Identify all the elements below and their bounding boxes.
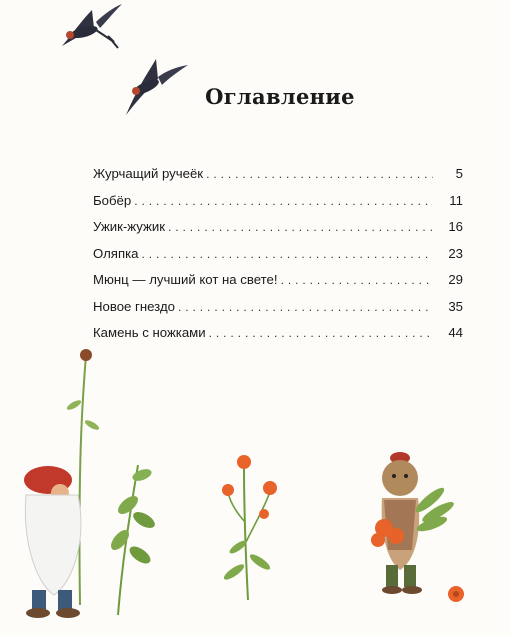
toc-entry-page: 23: [448, 245, 463, 261]
toc-entry-page: 35: [448, 298, 463, 314]
toc-entry-title: Камень с ножками: [93, 325, 206, 340]
gnome-with-bouquet-illustration: [360, 440, 480, 610]
table-of-contents: [93, 166, 463, 352]
toc-entry: [93, 219, 463, 246]
toc-dot-leader: [178, 299, 433, 315]
toc-entry-page: 5: [455, 166, 463, 181]
toc-entry: [93, 193, 463, 220]
toc-entry-title: Бобёр: [93, 192, 132, 208]
swallow-illustration-top: [52, 2, 132, 62]
toc-entry-title: Оляпка: [93, 245, 139, 261]
toc-entry-page: 11: [449, 192, 463, 208]
toc-entry: [93, 246, 463, 273]
toc-dot-leader: [206, 166, 433, 182]
toc-entry-title: Мюнц — лучший кот на свете!: [93, 272, 278, 287]
toc-entry-page: 29: [448, 272, 463, 287]
flower-stem-illustration: [218, 452, 288, 602]
gnome-with-plant-illustration: [8, 345, 178, 625]
toc-dot-leader: [141, 246, 433, 262]
toc-entry-page: 16: [448, 219, 463, 234]
toc-entry-title: Ужик-жужик: [93, 219, 165, 234]
toc-entry-title: Журчащий ручеёк: [93, 166, 204, 181]
toc-entry-title: Новое гнездо: [93, 298, 175, 314]
toc-entry: [93, 299, 463, 326]
toc-entry-page: 44: [448, 325, 463, 340]
toc-entry: [93, 166, 463, 193]
toc-dot-leader: [209, 325, 433, 341]
toc-dot-leader: [134, 193, 433, 209]
toc-dot-leader: [281, 272, 433, 288]
toc-dot-leader: [168, 219, 433, 235]
toc-entry: [93, 272, 463, 299]
page-title: Оглавление: [205, 84, 355, 109]
